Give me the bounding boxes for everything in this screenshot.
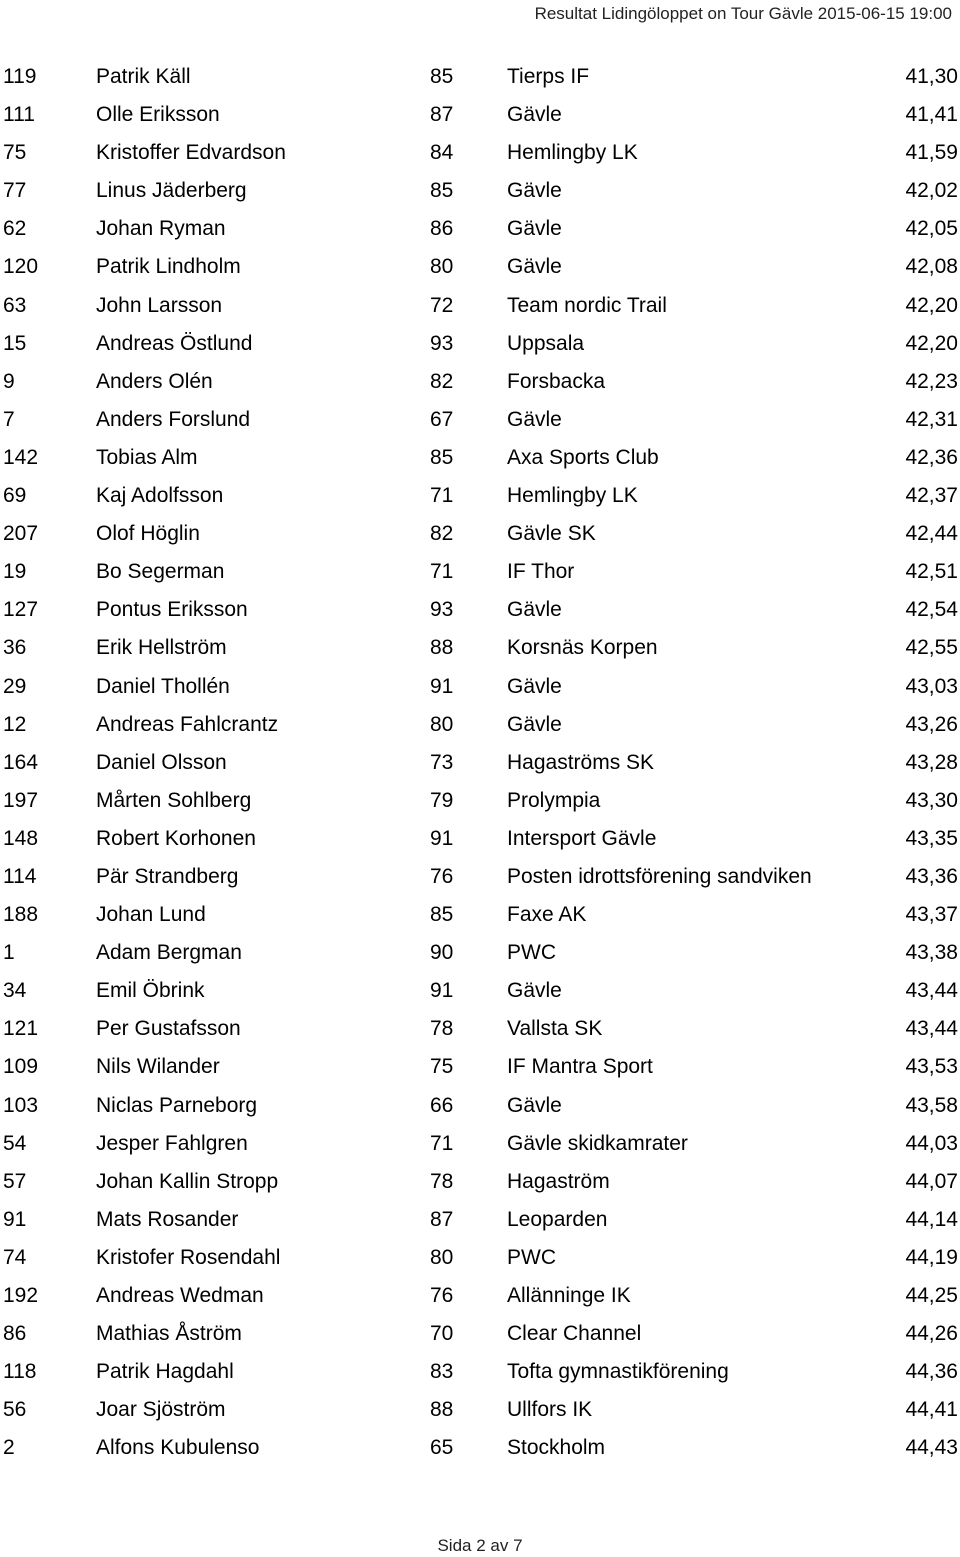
finish-time: 43,03 bbox=[905, 674, 958, 698]
bib-number: 148 bbox=[3, 826, 39, 850]
club-name: Gävle bbox=[507, 103, 562, 127]
birth-year: 85 bbox=[430, 903, 454, 927]
club-name: IF Mantra Sport bbox=[507, 1055, 653, 1079]
birth-year: 85 bbox=[430, 65, 454, 88]
bib-number: 103 bbox=[3, 1093, 39, 1117]
runner-name: Anders Forslund bbox=[96, 407, 251, 431]
runner-name: Emil Öbrink bbox=[96, 979, 205, 1003]
club-name: Forsbacka bbox=[507, 369, 606, 393]
runner-name: Mathias Åström bbox=[96, 1322, 242, 1346]
table-row bbox=[0, 858, 960, 896]
birth-year: 80 bbox=[430, 1245, 454, 1269]
bib-number: 34 bbox=[3, 979, 27, 1003]
runner-name: Adam Bergman bbox=[96, 941, 242, 965]
bib-number: 36 bbox=[3, 636, 27, 660]
birth-year: 71 bbox=[430, 484, 454, 508]
birth-year: 91 bbox=[430, 979, 454, 1003]
finish-time: 44,36 bbox=[905, 1360, 958, 1384]
club-name: Posten idrottsförening sandviken bbox=[507, 864, 812, 888]
runner-name: Andreas Östlund bbox=[96, 331, 253, 355]
finish-time: 44,14 bbox=[905, 1207, 958, 1231]
runner-name: Tobias Alm bbox=[96, 445, 198, 469]
bib-number: 91 bbox=[3, 1207, 27, 1231]
finish-time: 41,30 bbox=[905, 65, 958, 88]
finish-time: 41,41 bbox=[905, 103, 958, 127]
finish-time: 43,44 bbox=[905, 1017, 958, 1041]
bib-number: 56 bbox=[3, 1398, 27, 1422]
runner-name: Johan Ryman bbox=[96, 217, 226, 241]
birth-year: 75 bbox=[430, 1055, 454, 1079]
runner-name: Linus Jäderberg bbox=[96, 179, 247, 203]
runner-name: Mårten Sohlberg bbox=[96, 788, 252, 812]
club-name: Stockholm bbox=[507, 1436, 606, 1460]
finish-time: 42,23 bbox=[905, 369, 958, 393]
table-row bbox=[0, 96, 960, 134]
finish-time: 43,53 bbox=[905, 1055, 958, 1079]
birth-year: 84 bbox=[430, 141, 454, 165]
bib-number: 109 bbox=[3, 1055, 39, 1079]
table-row bbox=[0, 1429, 960, 1467]
birth-year: 88 bbox=[430, 636, 454, 660]
bib-number: 121 bbox=[3, 1017, 39, 1041]
runner-name: Nils Wilander bbox=[96, 1055, 220, 1079]
table-row bbox=[0, 629, 960, 667]
birth-year: 76 bbox=[430, 864, 454, 888]
table-row bbox=[0, 401, 960, 439]
bib-number: 119 bbox=[3, 65, 37, 88]
club-name: Gävle bbox=[507, 598, 562, 622]
club-name: Gävle bbox=[507, 979, 562, 1003]
birth-year: 87 bbox=[430, 103, 454, 127]
birth-year: 88 bbox=[430, 1398, 454, 1422]
table-row bbox=[0, 248, 960, 286]
birth-year: 82 bbox=[430, 522, 454, 546]
finish-time: 43,58 bbox=[905, 1093, 958, 1117]
table-row bbox=[0, 1239, 960, 1277]
runner-name: Johan Kallin Stropp bbox=[96, 1169, 279, 1193]
finish-time: 42,51 bbox=[905, 560, 958, 584]
finish-time: 44,43 bbox=[905, 1436, 958, 1460]
runner-name: Patrik Käll bbox=[96, 65, 191, 88]
birth-year: 66 bbox=[430, 1093, 454, 1117]
club-name: Ullfors IK bbox=[507, 1398, 593, 1422]
club-name: Gävle bbox=[507, 1093, 562, 1117]
birth-year: 86 bbox=[430, 217, 454, 241]
runner-name: Bo Segerman bbox=[96, 560, 225, 584]
bib-number: 192 bbox=[3, 1284, 39, 1307]
table-row bbox=[0, 1125, 960, 1163]
page-title: Resultat Lidingöloppet on Tour Gävle 2015-06-15 19:00 bbox=[534, 4, 952, 23]
finish-time: 43,30 bbox=[905, 788, 958, 812]
birth-year: 90 bbox=[430, 941, 454, 965]
club-name: Allänninge IK bbox=[507, 1284, 631, 1307]
table-row bbox=[0, 58, 960, 96]
finish-time: 43,44 bbox=[905, 979, 958, 1003]
finish-time: 42,31 bbox=[905, 407, 958, 431]
table-row bbox=[0, 1353, 960, 1391]
bib-number: 86 bbox=[3, 1322, 27, 1346]
table-row bbox=[0, 134, 960, 172]
birth-year: 82 bbox=[430, 369, 454, 393]
runner-name: Jesper Fahlgren bbox=[96, 1131, 248, 1155]
finish-time: 43,26 bbox=[905, 712, 958, 736]
bib-number: 74 bbox=[3, 1245, 27, 1269]
finish-time: 42,20 bbox=[905, 331, 958, 355]
finish-time: 42,54 bbox=[905, 598, 958, 622]
birth-year: 76 bbox=[430, 1284, 454, 1307]
runner-name: Mats Rosander bbox=[96, 1207, 239, 1231]
club-name: PWC bbox=[507, 941, 556, 965]
club-name: Prolympia bbox=[507, 788, 601, 812]
finish-time: 43,28 bbox=[905, 750, 958, 774]
birth-year: 85 bbox=[430, 179, 454, 203]
bib-number: 120 bbox=[3, 255, 39, 279]
table-row bbox=[0, 1010, 960, 1048]
table-row bbox=[0, 287, 960, 325]
table-row bbox=[0, 820, 960, 858]
birth-year: 73 bbox=[430, 750, 454, 774]
birth-year: 80 bbox=[430, 712, 454, 736]
birth-year: 71 bbox=[430, 560, 454, 584]
birth-year: 93 bbox=[430, 598, 454, 622]
club-name: Gävle bbox=[507, 674, 562, 698]
club-name: Gävle bbox=[507, 407, 562, 431]
finish-time: 44,26 bbox=[905, 1322, 958, 1346]
runner-name: Daniel Thollén bbox=[96, 674, 230, 698]
finish-time: 44,41 bbox=[905, 1398, 958, 1422]
finish-time: 43,37 bbox=[905, 903, 958, 927]
birth-year: 87 bbox=[430, 1207, 454, 1231]
table-row bbox=[0, 363, 960, 401]
birth-year: 91 bbox=[430, 826, 454, 850]
runner-name: Alfons Kubulenso bbox=[96, 1436, 260, 1460]
club-name: Hemlingby LK bbox=[507, 484, 638, 508]
bib-number: 19 bbox=[3, 560, 27, 584]
bib-number: 57 bbox=[3, 1169, 27, 1193]
club-name: Gävle skidkamrater bbox=[507, 1131, 688, 1155]
bib-number: 63 bbox=[3, 293, 27, 317]
bib-number: 69 bbox=[3, 484, 27, 508]
runner-name: Kaj Adolfsson bbox=[96, 484, 224, 508]
club-name: Gävle bbox=[507, 712, 562, 736]
runner-name: Per Gustafsson bbox=[96, 1017, 241, 1041]
club-name: Hagaströms SK bbox=[507, 750, 655, 774]
runner-name: Patrik Lindholm bbox=[96, 255, 241, 279]
runner-name: Olof Höglin bbox=[96, 522, 200, 546]
runner-name: Pär Strandberg bbox=[96, 864, 239, 888]
birth-year: 71 bbox=[430, 1131, 454, 1155]
table-row bbox=[0, 477, 960, 515]
page-header bbox=[535, 0, 952, 28]
club-name: Tierps IF bbox=[507, 65, 590, 88]
finish-time: 42,36 bbox=[905, 445, 958, 469]
page-footer bbox=[0, 1535, 960, 1557]
club-name: Gävle bbox=[507, 217, 562, 241]
birth-year: 79 bbox=[430, 788, 454, 812]
bib-number: 9 bbox=[3, 369, 15, 393]
bib-number: 197 bbox=[3, 788, 39, 812]
bib-number: 1 bbox=[3, 941, 15, 965]
runner-name: Joar Sjöström bbox=[96, 1398, 226, 1422]
bib-number: 127 bbox=[3, 598, 39, 622]
birth-year: 85 bbox=[430, 445, 454, 469]
club-name: Gävle SK bbox=[507, 522, 596, 546]
runner-name: Olle Eriksson bbox=[96, 103, 220, 127]
bib-number: 164 bbox=[3, 750, 39, 774]
table-row bbox=[0, 1315, 960, 1353]
table-row bbox=[0, 782, 960, 820]
bib-number: 29 bbox=[3, 674, 27, 698]
bib-number: 2 bbox=[3, 1436, 15, 1460]
bib-number: 54 bbox=[3, 1131, 27, 1155]
table-row bbox=[0, 591, 960, 629]
table-row bbox=[0, 934, 960, 972]
bib-number: 62 bbox=[3, 217, 27, 241]
finish-time: 44,07 bbox=[905, 1169, 958, 1193]
runner-name: Niclas Parneborg bbox=[96, 1093, 258, 1117]
finish-time: 42,44 bbox=[905, 522, 958, 546]
table-row bbox=[0, 1087, 960, 1125]
bib-number: 75 bbox=[3, 141, 27, 165]
club-name: Uppsala bbox=[507, 331, 585, 355]
club-name: Hemlingby LK bbox=[507, 141, 638, 165]
finish-time: 44,25 bbox=[905, 1284, 958, 1307]
table-row bbox=[0, 706, 960, 744]
birth-year: 65 bbox=[430, 1436, 454, 1460]
runner-name: Pontus Eriksson bbox=[96, 598, 248, 622]
runner-name: John Larsson bbox=[96, 293, 223, 317]
table-row bbox=[0, 1201, 960, 1239]
runner-name: Andreas Fahlcrantz bbox=[96, 712, 279, 736]
finish-time: 42,20 bbox=[905, 293, 958, 317]
table-row bbox=[0, 553, 960, 591]
finish-time: 42,02 bbox=[905, 179, 958, 203]
club-name: Faxe AK bbox=[507, 903, 587, 927]
birth-year: 78 bbox=[430, 1169, 454, 1193]
finish-time: 44,19 bbox=[905, 1245, 958, 1269]
bib-number: 114 bbox=[3, 864, 37, 888]
club-name: Clear Channel bbox=[507, 1322, 642, 1346]
page-number: Sida 2 av 7 bbox=[437, 1536, 523, 1555]
finish-time: 42,55 bbox=[905, 636, 958, 660]
birth-year: 91 bbox=[430, 674, 454, 698]
birth-year: 80 bbox=[430, 255, 454, 279]
table-row bbox=[0, 1163, 960, 1201]
club-name: IF Thor bbox=[507, 560, 575, 584]
runner-name: Kristofer Rosendahl bbox=[96, 1245, 281, 1269]
club-name: Gävle bbox=[507, 255, 562, 279]
bib-number: 7 bbox=[3, 407, 15, 431]
bib-number: 118 bbox=[3, 1360, 37, 1384]
runner-name: Johan Lund bbox=[96, 903, 206, 927]
results-table bbox=[0, 58, 960, 1467]
club-name: Gävle bbox=[507, 179, 562, 203]
finish-time: 42,05 bbox=[905, 217, 958, 241]
birth-year: 70 bbox=[430, 1322, 454, 1346]
runner-name: Kristoffer Edvardson bbox=[96, 141, 286, 165]
bib-number: 15 bbox=[3, 331, 27, 355]
club-name: Team nordic Trail bbox=[507, 293, 667, 317]
runner-name: Anders Olén bbox=[96, 369, 213, 393]
table-row bbox=[0, 744, 960, 782]
table-row bbox=[0, 210, 960, 248]
table-row bbox=[0, 972, 960, 1010]
finish-time: 44,03 bbox=[905, 1131, 958, 1155]
birth-year: 78 bbox=[430, 1017, 454, 1041]
finish-time: 43,35 bbox=[905, 826, 958, 850]
table-row bbox=[0, 1391, 960, 1429]
runner-name: Patrik Hagdahl bbox=[96, 1360, 234, 1384]
club-name: Intersport Gävle bbox=[507, 826, 657, 850]
club-name: Hagaström bbox=[507, 1169, 610, 1193]
club-name: Vallsta SK bbox=[507, 1017, 603, 1041]
table-row bbox=[0, 172, 960, 210]
club-name: Axa Sports Club bbox=[507, 445, 659, 469]
club-name: Tofta gymnastikförening bbox=[507, 1360, 729, 1384]
bib-number: 207 bbox=[3, 522, 39, 546]
runner-name: Robert Korhonen bbox=[96, 826, 256, 850]
finish-time: 42,37 bbox=[905, 484, 958, 508]
table-row bbox=[0, 515, 960, 553]
finish-time: 41,59 bbox=[905, 141, 958, 165]
club-name: Leoparden bbox=[507, 1207, 608, 1231]
table-row bbox=[0, 1277, 960, 1315]
bib-number: 12 bbox=[3, 712, 27, 736]
birth-year: 93 bbox=[430, 331, 454, 355]
finish-time: 43,38 bbox=[905, 941, 958, 965]
table-row bbox=[0, 325, 960, 363]
birth-year: 67 bbox=[430, 407, 454, 431]
finish-time: 42,08 bbox=[905, 255, 958, 279]
birth-year: 72 bbox=[430, 293, 454, 317]
birth-year: 83 bbox=[430, 1360, 454, 1384]
table-row bbox=[0, 896, 960, 934]
runner-name: Daniel Olsson bbox=[96, 750, 227, 774]
table-row bbox=[0, 439, 960, 477]
bib-number: 188 bbox=[3, 903, 39, 927]
runner-name: Andreas Wedman bbox=[96, 1284, 264, 1307]
club-name: PWC bbox=[507, 1245, 556, 1269]
table-row bbox=[0, 668, 960, 706]
runner-name: Erik Hellström bbox=[96, 636, 227, 660]
bib-number: 111 bbox=[3, 103, 35, 127]
bib-number: 142 bbox=[3, 445, 39, 469]
finish-time: 43,36 bbox=[905, 864, 958, 888]
bib-number: 77 bbox=[3, 179, 27, 203]
table-row bbox=[0, 1048, 960, 1086]
club-name: Korsnäs Korpen bbox=[507, 636, 658, 660]
